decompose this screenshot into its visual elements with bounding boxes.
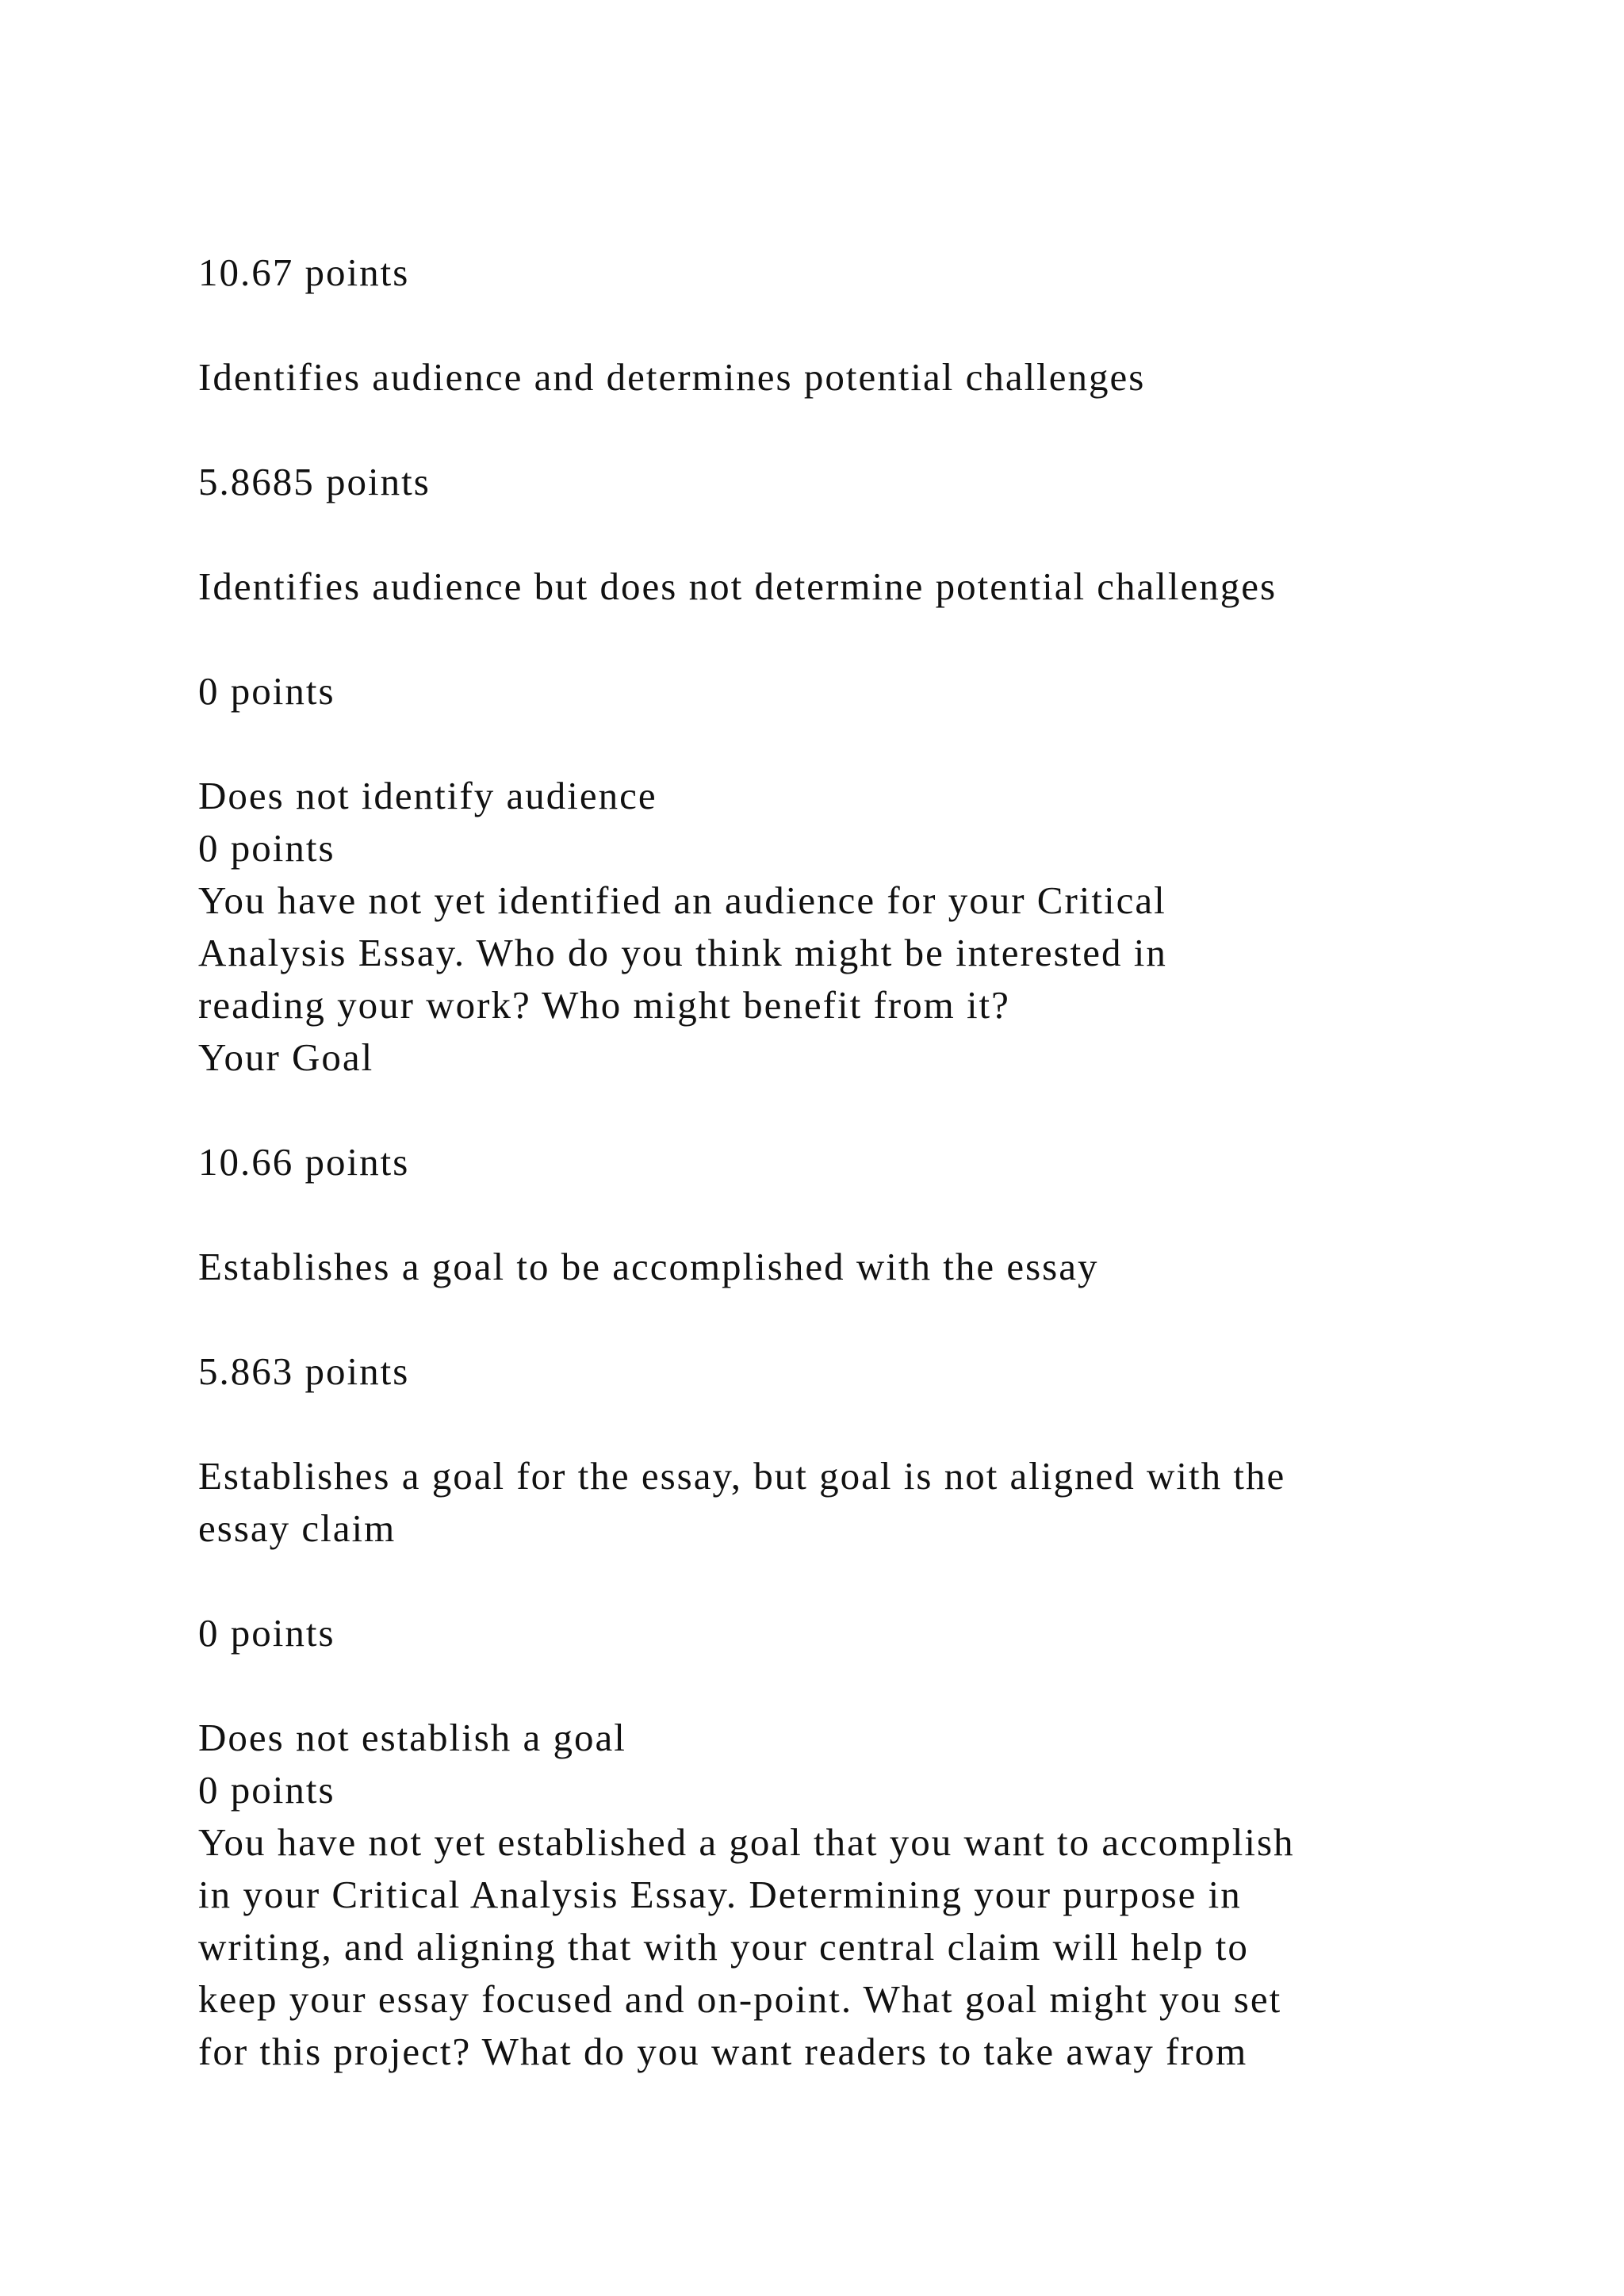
criterion-audience-partial: Identifies audience but does not determine potential challenges — [198, 564, 1277, 608]
criterion-audience-full: Identifies audience and determines potential challenges — [198, 355, 1146, 399]
blank-line — [198, 613, 1499, 665]
section-heading-your-goal: Your Goal — [198, 1035, 374, 1079]
criterion-audience-none: Does not identify audience — [198, 774, 657, 817]
blank-line — [198, 508, 1499, 561]
feedback-goal-line-2: in your Critical Analysis Essay. Determining your purpose in — [198, 1873, 1242, 1916]
feedback-goal-line-3: writing, and aligning that with your central claim will help to — [198, 1925, 1249, 1969]
document-body — [198, 247, 1499, 2078]
score-5-8685: 5.8685 points — [198, 460, 431, 503]
blank-line — [198, 1188, 1499, 1241]
feedback-goal-line-1: You have not yet established a goal that you want to accomplish — [198, 1820, 1295, 1864]
feedback-audience-line-2: Analysis Essay. Who do you think might be interested in — [198, 931, 1167, 974]
criterion-goal-full: Establishes a goal to be accomplished with the essay — [198, 1245, 1099, 1288]
score-10-66: 10.66 points — [198, 1140, 410, 1184]
blank-line — [198, 718, 1499, 770]
awarded-score: 0 points — [198, 1768, 335, 1812]
blank-line — [198, 1084, 1499, 1136]
score-10-67: 10.67 points — [198, 251, 410, 294]
blank-line — [198, 404, 1499, 456]
awarded-score: 0 points — [198, 826, 335, 870]
criterion-goal-partial-line-1: Establishes a goal for the essay, but goal is not aligned with the — [198, 1454, 1286, 1498]
feedback-audience-line-1: You have not yet identified an audience for your Critical — [198, 878, 1166, 922]
blank-line — [198, 299, 1499, 351]
score-zero: 0 points — [198, 669, 335, 713]
score-5-863: 5.863 points — [198, 1349, 410, 1393]
feedback-goal-line-5: for this project? What do you want readers to take away from — [198, 2030, 1248, 2073]
feedback-audience-line-3: reading your work? Who might benefit from it? — [198, 983, 1010, 1027]
blank-line — [198, 1659, 1499, 1712]
blank-line — [198, 1555, 1499, 1607]
score-zero: 0 points — [198, 1611, 335, 1655]
criterion-goal-partial-line-2: essay claim — [198, 1506, 396, 1550]
criterion-goal-none: Does not establish a goal — [198, 1716, 626, 1759]
feedback-goal-line-4: keep your essay focused and on-point. What goal might you set — [198, 1977, 1282, 2021]
blank-line — [198, 1293, 1499, 1345]
blank-line — [198, 1398, 1499, 1450]
